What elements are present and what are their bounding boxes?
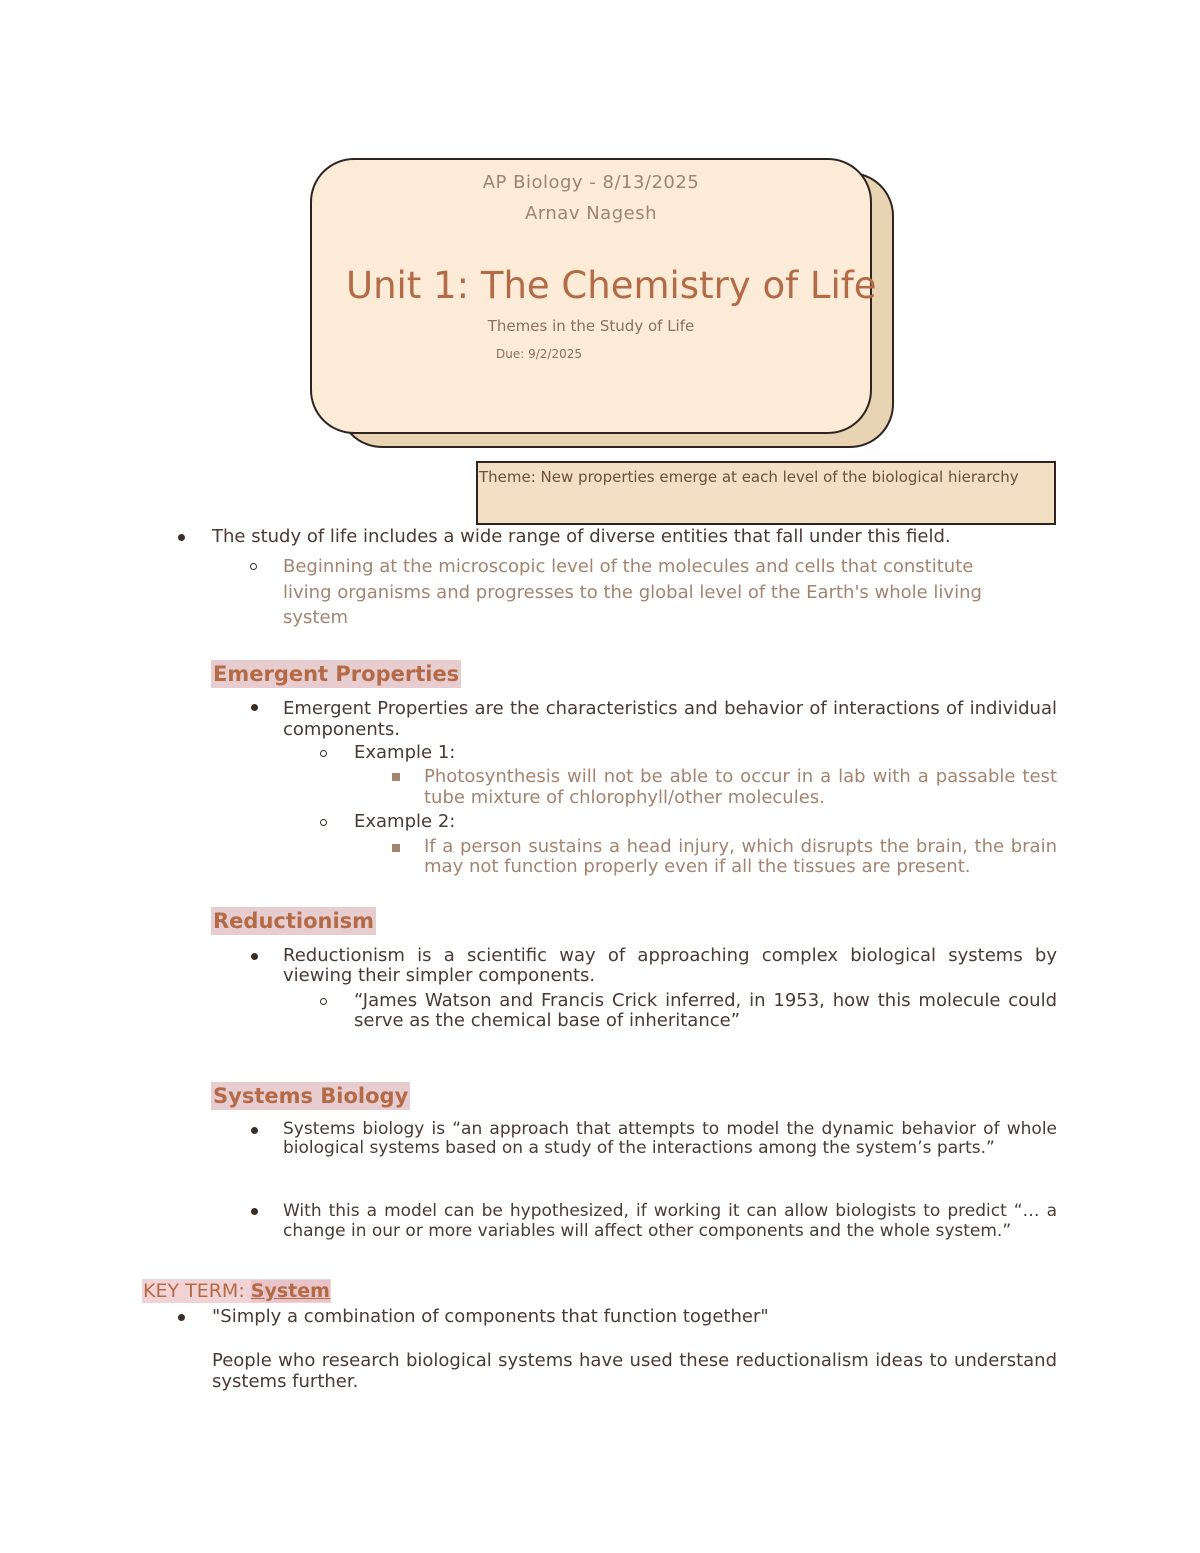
bullet-square [392, 844, 400, 852]
section-heading-systems: Systems Biology [213, 1084, 409, 1108]
section-heading-emergent: Emergent Properties [213, 662, 460, 686]
reductionism-quote: “James Watson and Francis Crick inferred, in 1953, how this molecule could serve as the chemical base of inheritance” [354, 990, 1057, 1031]
key-term-label: KEY TERM: [143, 1280, 251, 1302]
bullet-dot [178, 1314, 185, 1321]
reductionism-bullet: Reductionism is a scientific way of approaching complex biological systems by viewing their simpler components. [283, 945, 1057, 986]
example-2-text: If a person sustains a head injury, which disrupts the brain, the brain may not function properly even if all the tissues are present. [424, 836, 1057, 877]
key-term-note: People who research biological systems have used these reductionalism ideas to understand systems further. [212, 1350, 1057, 1392]
example-1-text: Photosynthesis will not be able to occur in a lab with a passable test tube mixture of chlorophyll/other molecules. [424, 766, 1057, 808]
systems-bullet-2: With this a model can be hypothesized, if working it can allow biologists to predict “… a change in our or more variables will affect other components and the whole system.” [283, 1201, 1057, 1241]
intro-sub-line-3: system [283, 607, 349, 628]
subtitle: Themes in the Study of Life [487, 317, 695, 335]
key-term [142, 1279, 331, 1303]
key-term-definition: "Simply a combination of components that function together" [212, 1306, 769, 1327]
bullet-dot [251, 704, 258, 711]
bullet-ring [320, 750, 327, 757]
due-date: Due: 9/2/2025 [496, 347, 582, 361]
systems-bullet-1: Systems biology is “an approach that attempts to model the dynamic behavior of whole biological systems based on a study of the interactions among the system’s parts.” [283, 1119, 1057, 1158]
bullet-dot [251, 1127, 258, 1134]
emergent-bullet: Emergent Properties are the characteristics and behavior of interactions of individual components. [283, 698, 1057, 740]
intro-sub-line-2: living organisms and progresses to the global level of the Earth's whole living [283, 582, 982, 603]
intro-sub-line-1: Beginning at the microscopic level of the molecules and cells that constitute [283, 556, 974, 577]
example-2-label: Example 2: [354, 811, 456, 832]
bullet-ring [320, 998, 327, 1005]
title-card [310, 158, 877, 434]
bullet-ring [320, 819, 327, 826]
course-date: AP Biology - 8/13/2025 [482, 172, 700, 193]
bullet-dot [251, 1208, 258, 1215]
theme-box: Theme: New properties emerge at each level of the biological hierarchy [476, 461, 1056, 525]
bullet-dot [178, 534, 185, 541]
author-name: Arnav Nagesh [525, 203, 657, 224]
key-term-word: System [250, 1280, 330, 1302]
bullet-square [392, 773, 400, 781]
section-heading-reductionism: Reductionism [213, 909, 375, 933]
intro-bullet: The study of life includes a wide range of diverse entities that fall under this field. [212, 526, 951, 547]
bullet-dot [251, 953, 258, 960]
bullet-ring [250, 563, 257, 570]
example-1-label: Example 1: [354, 742, 456, 763]
unit-title: Unit 1: The Chemistry of Life [346, 264, 877, 307]
